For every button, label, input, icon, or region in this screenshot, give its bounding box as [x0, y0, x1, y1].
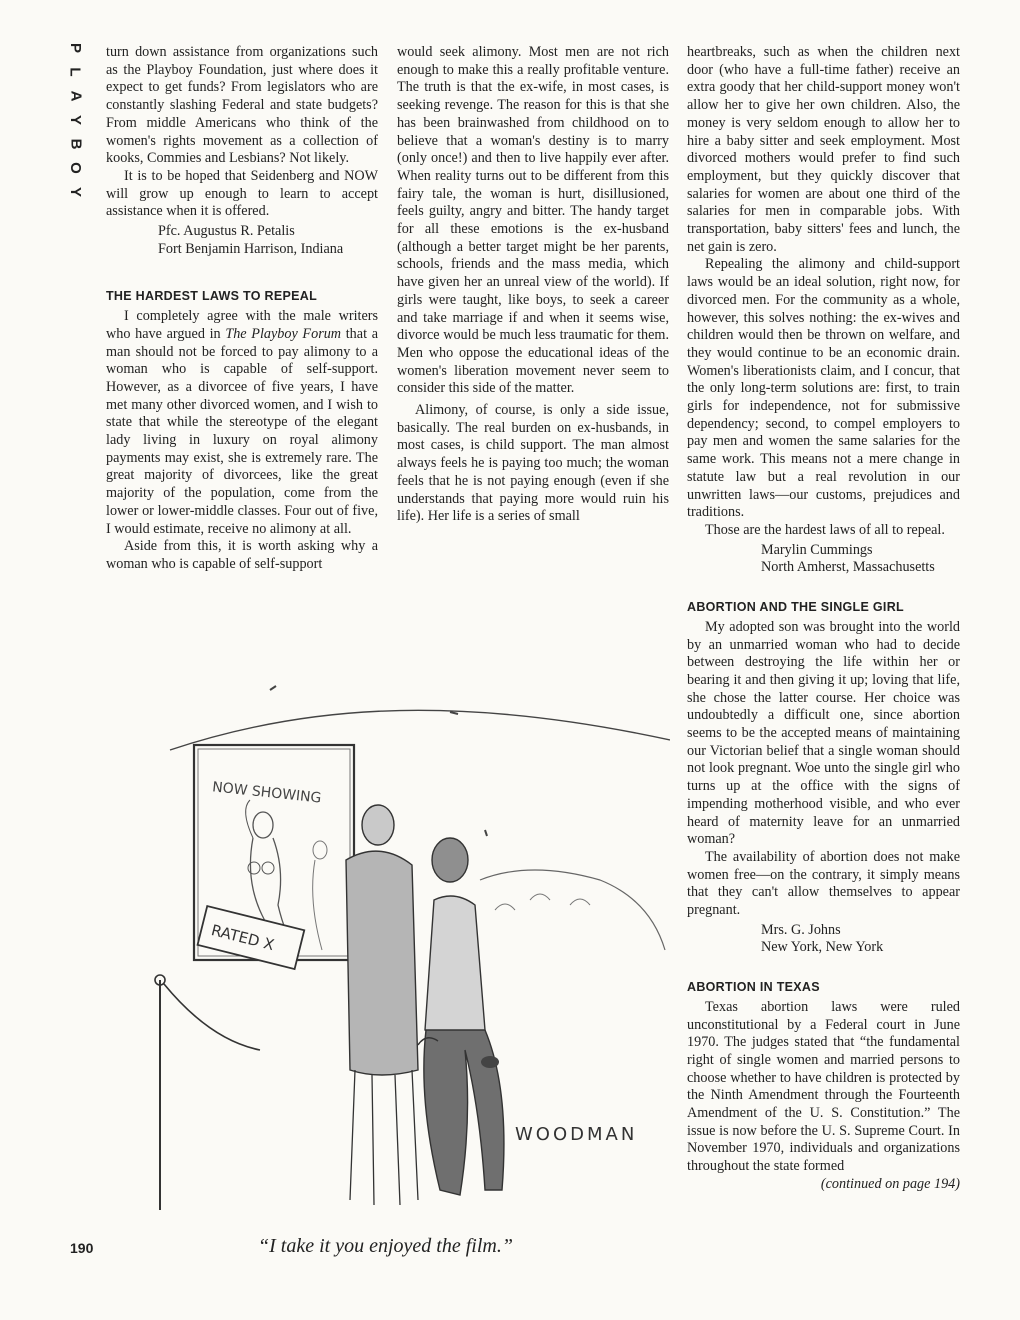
page-number: 190 — [70, 1240, 94, 1256]
poster-figure2-body — [313, 860, 322, 950]
man-head — [362, 805, 394, 845]
woman-purse — [481, 1056, 499, 1068]
paragraph: turn down assistance from organizations such as the Playboy Foundation, just where does it expect to get funds? From legislators who are constantly slashing Federal and state budgets? From middle Americans who think of the women's rights movement as a collection of kooks, Commies and Lesbians? Not likely. — [106, 44, 378, 167]
magazine-letter: O — [66, 162, 84, 174]
paragraph: Alimony, of course, is only a side issue, basically. The real burden on ex-husbands, in most cases, is child support. The man almost always feels he is paying too much; the woman feels that he is not paying enough (even if she understands that paying more would ruin his life). Her life is a series of small — [397, 402, 669, 525]
column-1 — [106, 44, 378, 574]
continued-note: (continued on page 194) — [820, 1175, 960, 1192]
paragraph: Texas abortion laws were ruled unconstitutional by a Federal court in June 1970. The judges stated that “the fundamental right of single women and married persons to choose whether to have children is protected by the Ninth Amendment through the Fourteenth Amendment of the U. S. Constitution.” The issue is now before the U. S. Supreme Court. In November 1970, individuals and organizations throughout the state formed — [687, 998, 960, 1175]
paragraph-text: I completely agree with the male writers who have argued in — [106, 308, 378, 342]
paragraph: It is to be hoped that Seidenberg and NOW will grow up enough to learn to accept assistance when it is offered. — [106, 167, 378, 220]
signature-name: Marylin Cummings — [761, 541, 873, 558]
poster-figure-detail — [248, 862, 260, 874]
man-legs — [350, 1070, 418, 1205]
paragraph: Those are the hardest laws of all to repeal. — [705, 521, 945, 538]
signature-name: Mrs. G. Johns — [761, 921, 841, 938]
section-heading: ABORTION AND THE SINGLE GIRL — [687, 600, 904, 615]
letter-signature — [106, 223, 378, 258]
paragraph-text: that a man should not be forced to pay alimony to a woman who is capable of self-support. However, as a divorcee of five years, I have met many other divorced women, and I wish to state that while the stereotype of the elegant lady living in luxury on royal alimony payments may exist, she is extremely rare. The great majority of divorcees, like the great majority of the population, come from the lower or lower-middle classes. Four out of five, I would estimate, receive no alimony at all. — [106, 325, 378, 537]
signature-name: Pfc. Augustus R. Petalis — [158, 223, 295, 240]
signature-place: North Amherst, Massachusetts — [761, 559, 935, 576]
signature-place: New York, New York — [761, 939, 884, 956]
ceiling-light — [270, 686, 276, 690]
woman-pants — [424, 1030, 504, 1195]
column-3 — [687, 44, 960, 1194]
artist-signature: WOODMAN — [515, 1124, 638, 1145]
poster-figure-head — [253, 812, 273, 838]
section-heading: THE HARDEST LAWS TO REPEAL — [106, 289, 318, 304]
magazine-letter: B — [67, 138, 84, 150]
woman-top — [425, 896, 485, 1038]
paragraph — [106, 308, 378, 538]
rope — [164, 984, 260, 1050]
svg-text:RATED X: RATED X — [209, 921, 277, 955]
cartoon-caption: “I take it you enjoyed the film.” — [258, 1235, 513, 1257]
crowd-outline — [480, 870, 665, 950]
magazine-vertical-title — [60, 40, 90, 200]
poster-figure2-head — [313, 841, 327, 859]
paragraph: My adopted son was brought into the world by an unmarried woman who had to decide between destroying the life within her or bearing it and then giving it up; loving that life, she chose the latter course. Her choice was undoubtedly a difficult one, since abortion seems to be the accepted means of maintaining our Victorian belief that a single woman should not look pregnant. Woe unto the single girl who turns up at the office with the signs of impending motherhood visible, and who ever heard of maternity leave for an unmarried woman? — [687, 618, 960, 848]
magazine-letter: Y — [66, 114, 84, 126]
signature-place: Fort Benjamin Harrison, Indiana — [158, 240, 344, 257]
magazine-letter: A — [67, 90, 84, 102]
crowd-heads — [495, 894, 590, 910]
letter-signature — [687, 542, 960, 577]
cartoon-illustration — [150, 650, 670, 1220]
publication-title: The Playboy Forum — [225, 325, 342, 342]
column-2 — [397, 44, 669, 526]
magazine-letter: L — [66, 67, 84, 77]
section-heading: ABORTION IN TEXAS — [687, 980, 820, 995]
paragraph: Repealing the alimony and child-support laws would be an ideal solution, right now, for divorced men. For the community as a whole, however, this solves nothing: the ex-wives and children would then be thrown on welfare, and they would continue to be an economic drain. Women's liberationists claim, and I concur, that the only long-term solutions are: first, to train girls for independence, not for submissive dependency; second, to compel employers to pay men and women the same salaries for the same work. This means not a mere change in statute law but a real revolution in our unwritten laws—our customs, prejudices and traditions. — [687, 256, 960, 521]
poster-figure-arm — [246, 800, 253, 838]
poster-figure-detail — [262, 862, 274, 874]
letter-signature — [687, 922, 960, 957]
magazine-letter: P — [66, 42, 84, 54]
now-showing-sign: NOW SHOWING — [211, 779, 323, 807]
woman-hair — [432, 838, 468, 882]
ceiling-light — [485, 830, 487, 836]
paragraph: would seek alimony. Most men are not rich enough to make this a really profitable venture. The truth is that the ex-wife, in most cases, is seeking revenge. The reason for this is that she has been brainwashed from childhood on to believe that a woman's destiny is to marry (only once!) and then to live happily ever after. When reality turns out to be different from this fairy tale, the woman is hurt, disillusioned, feels guilty, angry and bitter. The handy target for all these emotions is the ex-husband (although a better target might be her parents, schools, friends and the mass media, which have given her an unreal view of the world). If girls were taught, like boys, to seek a career and take marriage if and when it seems wise, divorce would be much less traumatic for them. Men who oppose the educational ideas of the women's liberation movement never seem to consider this side of the matter. — [397, 44, 669, 397]
paragraph: The availability of abortion does not make women free—on the contrary, it simply means that they can't allow themselves to appear pregnant. — [687, 848, 960, 919]
ceiling-light — [450, 712, 458, 714]
man-jacket — [346, 851, 418, 1075]
magazine-letter: Y — [66, 186, 84, 198]
paragraph: heartbreaks, such as when the children next door (who have a full-time father) receive an extra goody that her child-support money won't allow her to give her own children. Also, the money is very seldom enough to allow her to hire a baby sitter and seek employment. Most divorced mothers would prefer to find such employment, but they quickly discover that salaries for women are about one third of the salaries for men in comparable jobs. With transportation, baby sitters' fees and lunch, the net gain is zero. — [687, 44, 960, 255]
paragraph: Aside from this, it is worth asking why a woman who is capable of self-support — [106, 538, 378, 572]
